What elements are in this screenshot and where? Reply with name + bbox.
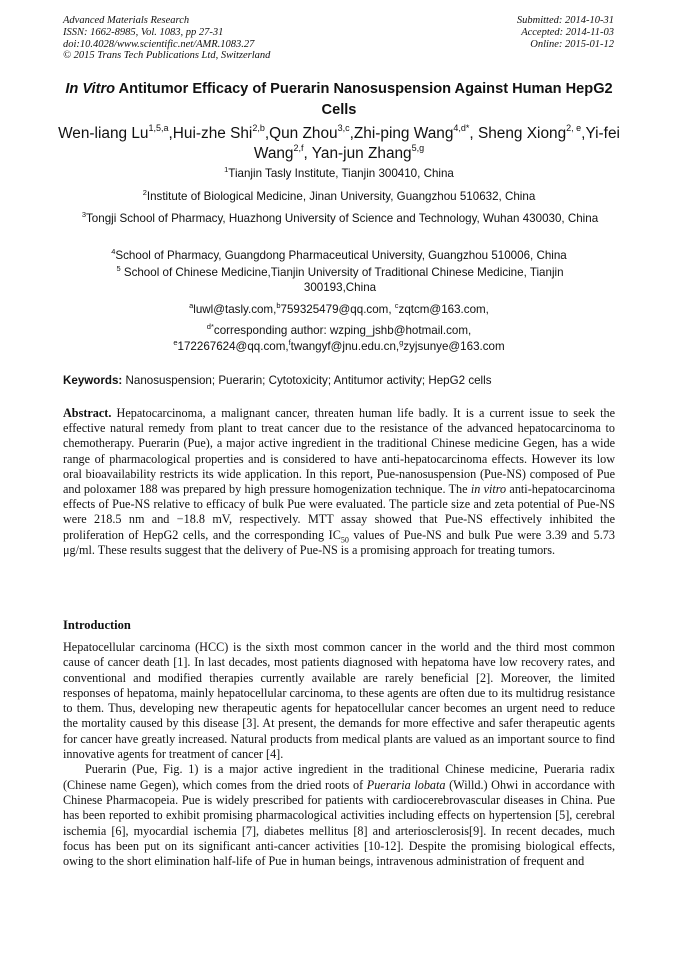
aff-text: Tongji School of Pharmacy, Huazhong University of Science and Technology, Wuhan 430030, China bbox=[86, 212, 599, 225]
email-sup: f bbox=[288, 338, 291, 347]
email-sup: a bbox=[189, 301, 194, 310]
affiliation-1 bbox=[60, 166, 618, 181]
introduction-body bbox=[63, 640, 615, 869]
aff-num: 4 bbox=[111, 247, 116, 256]
abstract bbox=[63, 406, 615, 558]
paper-title bbox=[50, 79, 628, 121]
aff-num: 1 bbox=[224, 165, 229, 174]
aff-text: Tianjin Tasly Institute, Tianjin 300410, China bbox=[228, 167, 454, 180]
author-sup: 2, e bbox=[566, 123, 582, 133]
affiliation-2 bbox=[60, 189, 618, 204]
abstract-sub: 50 bbox=[340, 535, 349, 545]
aff-num: 3 bbox=[81, 210, 86, 219]
online-date: Online: 2015-01-12 bbox=[530, 38, 614, 50]
author: Wen-liang Lu bbox=[58, 125, 149, 142]
affiliation-5 bbox=[90, 265, 590, 295]
paragraph-1: Hepatocellular carcinoma (HCC) is the sixth most common cancer in the world and the third most common cause of cancer death [1]. In last decades, most patients diagnosed with hepatoma have low recovery rates, and conventional and modified therapies currently available are rarely beneficial [2]. Moreover, the limited responses of hepatoma, mainly hepatocellular carcinoma, to these agents are often due to its multidrug resistance to them. Thus, developing new therapeutic agents for hepatocellular cancer becomes an urgent need to reduce the mortality caused by this disease [3]. At present, the demands for more effective and safer therapeutic agents for cancer have greatly increased. Natural products from medical plants are valued as an important source to find innovative agents for treatment of cancer [4]. bbox=[63, 640, 615, 762]
keywords bbox=[63, 374, 623, 387]
dates-header bbox=[517, 15, 614, 50]
author-sep: , bbox=[581, 125, 586, 142]
affiliation-4 bbox=[60, 248, 618, 263]
aff-text: School of Pharmacy, Guangdong Pharmaceutical University, Guangzhou 510006, China bbox=[115, 249, 567, 262]
submitted-date: Submitted: 2014-10-31 bbox=[516, 15, 614, 26]
journal-name: Advanced Materials Research bbox=[63, 15, 190, 26]
species-italic: Pueraria lobata bbox=[366, 777, 446, 792]
author-sup: 2,b bbox=[252, 123, 265, 133]
abstract-text: values of Pue-NS and bulk Pue were 3.39 and 5.73 μg/ml. These results suggest that the delivery of Pue-NS is a promising approach for treating tumors. bbox=[63, 527, 615, 557]
email-sup: b bbox=[276, 301, 281, 310]
author: Sheng Xiong bbox=[477, 125, 567, 142]
author: Hui-zhe Shi bbox=[172, 125, 253, 142]
aff-text: School of Chinese Medicine,Tianjin University of Traditional Chinese Medicine, Tianjin 300193,China bbox=[120, 266, 564, 294]
aff-num: 5 bbox=[116, 264, 121, 273]
introduction-heading: Introduction bbox=[63, 618, 131, 632]
email-sup: c bbox=[394, 301, 399, 310]
email-corresponding: corresponding author: wzping_jshb@hotmail.com, bbox=[213, 324, 472, 337]
author: Qun Zhou bbox=[269, 125, 338, 142]
author-sup: 4,d* bbox=[453, 123, 470, 133]
email-f: twangyf@jnu.edu.cn, bbox=[290, 340, 400, 353]
abstract-italic: in vitro bbox=[470, 482, 507, 497]
author-sep: , bbox=[303, 144, 312, 162]
author-sup: 3,c bbox=[337, 123, 350, 133]
email-c: zqtcm@163.com, bbox=[398, 303, 489, 316]
author-sup: 1,5,a bbox=[148, 123, 169, 133]
keywords-text: Nanosuspension; Puerarin; Cytotoxicity; Antitumor activity; HepG2 cells bbox=[122, 374, 492, 387]
email-g: zyjsunye@163.com bbox=[403, 340, 505, 353]
title-italic: In Vitro bbox=[65, 81, 116, 97]
author-list bbox=[40, 124, 638, 163]
title-main: Antitumor Efficacy of Puerarin Nanosuspension Against Human HepG2 Cells bbox=[115, 81, 613, 118]
email-sup: g bbox=[399, 338, 404, 347]
author: Yi-fei Wang bbox=[253, 125, 620, 162]
author-sep: , bbox=[469, 125, 478, 142]
author-sep: , bbox=[349, 125, 354, 142]
email-a: luwl@tasly.com, bbox=[193, 303, 277, 316]
author-sup: 5,g bbox=[411, 142, 425, 153]
aff-num: 2 bbox=[142, 188, 147, 197]
paragraph-2 bbox=[63, 762, 615, 869]
email-sup: d* bbox=[206, 322, 214, 331]
copyright-line: © 2015 Trans Tech Publications Ltd, Switzerland bbox=[63, 50, 271, 62]
abstract-text: anti-hepatocarcinoma effects of Pue-NS relative to efficacy of bulk Pue were evaluated. The particle size and zeta potential of Pue-NS were 218.5 nm and −18.8 mV, respectively. MTT assay showed that Pue-NS effectively inhibited the proliferation of HepG2 cells, and the corresponding IC bbox=[63, 482, 615, 542]
author-sup: 2,f bbox=[293, 142, 304, 153]
paragraph-text: (Willd.) Ohwi in accordance with Chinese Pharmacopeia. Pue is widely prescribed for patients with cardiocerebrovascular diseases in China. Pue has been reported to exhibit promising pharmacological activities including effects on hypertension [5], cerebral ischemia [6], myocardial ischemia [7], diabetes mellitus [8] and arteriosclerosis[9]. In recent decades, much focus has been put on its significant anti-cancer activities [10-12]. Despite the promising biological effects, owing to the short elimination half-life of Pue in human beings, intravenous administration of frequent and bbox=[63, 777, 615, 869]
author: Yan-jun Zhang bbox=[311, 144, 412, 162]
author-sep: , bbox=[168, 125, 173, 142]
email-sup: e bbox=[173, 338, 178, 347]
email-line-3 bbox=[60, 339, 618, 355]
paragraph-text: Puerarin (Pue, Fig. 1) is a major active ingredient in the traditional Chinese medicine, Pueraria radix (Chinese name Gegen), which comes from the dried roots of bbox=[63, 762, 615, 792]
journal-header bbox=[63, 15, 270, 62]
author-sep: , bbox=[264, 125, 270, 142]
email-line-1 bbox=[60, 302, 618, 318]
affiliation-3 bbox=[70, 211, 610, 226]
aff-text: Institute of Biological Medicine, Jinan University, Guangzhou 510632, China bbox=[146, 190, 536, 203]
author: Zhi-ping Wang bbox=[353, 125, 454, 142]
issn-line: ISSN: 1662-8985, Vol. 1083, pp 27-31 bbox=[63, 26, 224, 38]
keywords-label: Keywords: bbox=[63, 374, 123, 387]
email-b: 759325479@qq.com, bbox=[280, 303, 395, 316]
abstract-label: Abstract. bbox=[63, 406, 112, 420]
accepted-date: Accepted: 2014-11-03 bbox=[521, 26, 614, 38]
doi-line: doi:10.4028/www.scientific.net/AMR.1083.27 bbox=[63, 38, 255, 50]
email-line-2 bbox=[60, 323, 618, 339]
abstract-text: Hepatocarcinoma, a malignant cancer, threaten human life badly. It is a current issue to seek the effective natural remedy from plant to treat cancer due to the resistance of the advanced hepatocarcinoma to chemotherapy. Puerarin (Pue), a major active ingredient in the traditional Chinese medicine Gegen, has a wide range of pharmacological properties and is considered to have anti-hepatocarcinoma effects. However its low oral bioavailability restricts its wide application. In this report, Pue-nanosuspension (Pue-NS) composed of Pue and poloxamer 188 was prepared by high pressure homogenization technique. The bbox=[63, 406, 615, 497]
email-e: 172267624@qq.com, bbox=[177, 340, 289, 353]
